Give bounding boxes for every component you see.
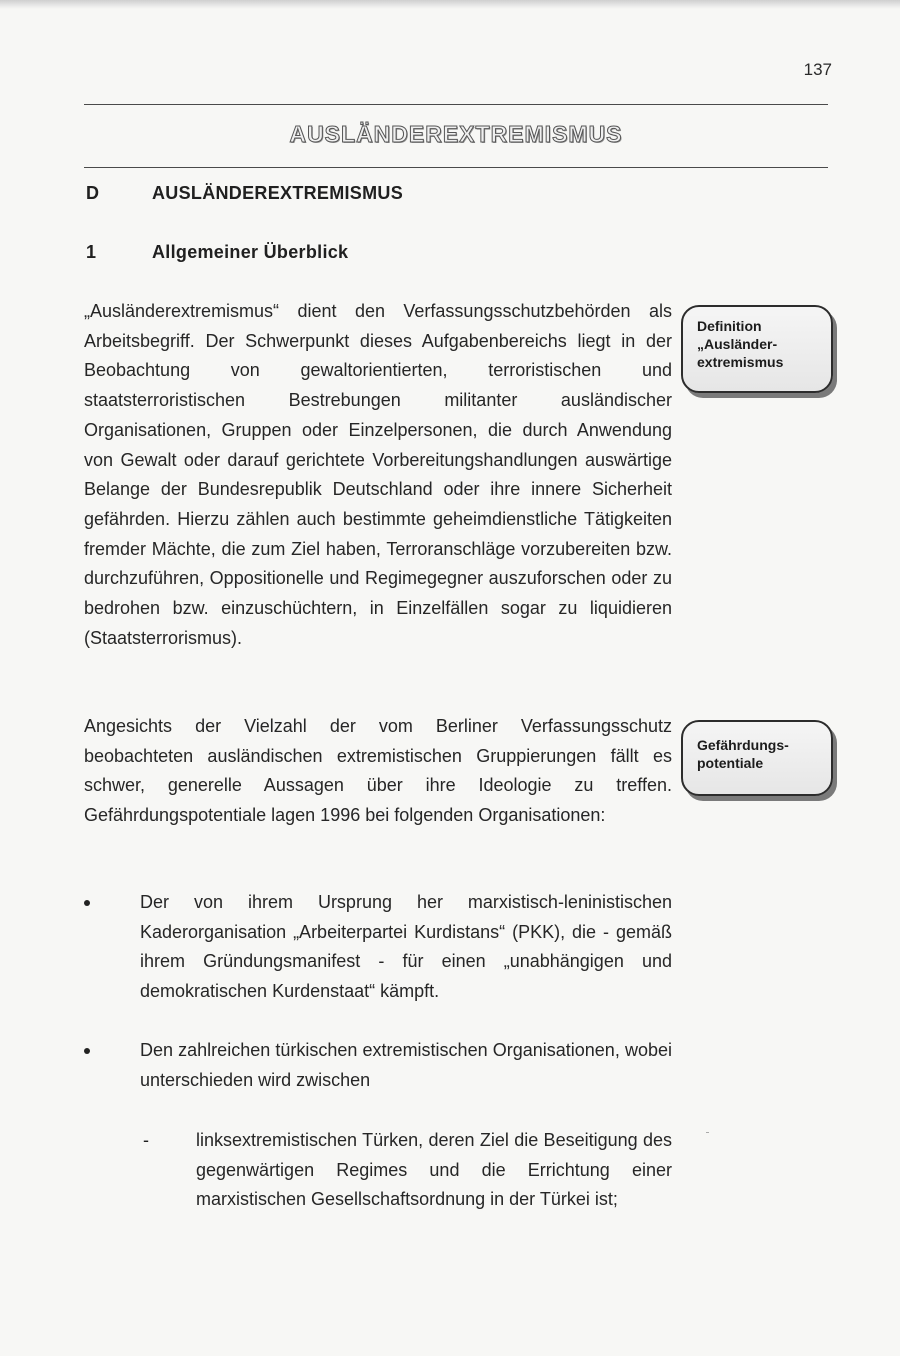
section-letter: D	[86, 183, 100, 203]
dash-marker: -	[143, 1130, 149, 1150]
running-title: AUSLÄNDEREXTREMISMUS	[289, 121, 623, 147]
section-title: AUSLÄNDEREXTREMISMUS	[152, 183, 404, 203]
margin-note-definition	[681, 305, 833, 393]
margin-note-potentials	[681, 720, 833, 796]
margin-note-line: extremismus	[697, 354, 784, 370]
bullet-icon	[84, 1048, 90, 1054]
list-item-text: Der von ihrem Ursprung her marxistisch-leninistischen Kaderorganisation „Arbeiterpartei Kurdistans“ (PKK), die - gemäß ihrem Gründungsmanifest - für einen „unabhängigen und demokratischen Kurdenstaat“ kämpft.	[140, 892, 672, 1002]
scan-edge	[0, 0, 900, 9]
subsection-heading	[86, 242, 348, 263]
margin-note-line: Definition	[697, 318, 762, 334]
header-rule-top	[84, 104, 828, 105]
paragraph-definition: „Ausländerextremismus“ dient den Verfassungsschutzbehörden als Arbeitsbegriff. Der Schwerpunkt dieses Aufgabenbereichs liegt in der Beobachtung von gewaltorientierten, terroristischen und staatsterroristischen Bestrebungen militanter ausländischer Organisationen, Gruppen oder Einzelpersonen, die durch Anwendung von Gewalt oder darauf gerichtete Vorbereitungshandlungen auswärtige Belange der Bundesrepublik Deutschland oder ihre innere Sicherheit gefährden. Hierzu zählen auch bestimmte geheimdienstliche Tätigkeiten fremder Mächte, die zum Ziel haben, Terroranschläge vorzubereiten bzw. durchzuführen, Oppositionelle und Regimegegner auszuforschen oder zu bedrohen bzw. einzuschüchtern, in Einzelfällen sogar zu liquidieren (Staatsterrorismus).	[84, 301, 672, 648]
subsection-title: Allgemeiner Überblick	[152, 242, 349, 262]
paragraph-potentials: Angesichts der Vielzahl der vom Berliner Verfassungsschutz beobachteten ausländischen extremistischen Gruppierungen fällt es schwer, generelle Aussagen über ihre Ideologie zu treffen. Gefährdungspotentiale lagen 1996 bei folgenden Organisationen:	[84, 716, 672, 826]
margin-note-line: potentiale	[697, 755, 764, 771]
margin-note-line: Gefährdungs-	[697, 737, 789, 753]
scan-speck	[706, 1132, 709, 1133]
subsection-number: 1	[86, 242, 97, 262]
bullet-icon	[84, 900, 90, 906]
margin-note-line: „Ausländer-	[697, 336, 778, 352]
list-item-text: Den zahlreichen türkischen extremistischen Organisationen, wobei unterschieden wird zwischen	[140, 1040, 672, 1090]
header-rule-bottom	[84, 167, 828, 168]
section-heading	[86, 183, 403, 204]
page-number: 137	[803, 60, 832, 79]
sub-list-item-text: linksextremistischen Türken, deren Ziel die Beseitigung des gegenwärtigen Regimes und die Errichtung einer marxistischen Gesellschaftsordnung in der Türkei ist;	[196, 1130, 672, 1210]
